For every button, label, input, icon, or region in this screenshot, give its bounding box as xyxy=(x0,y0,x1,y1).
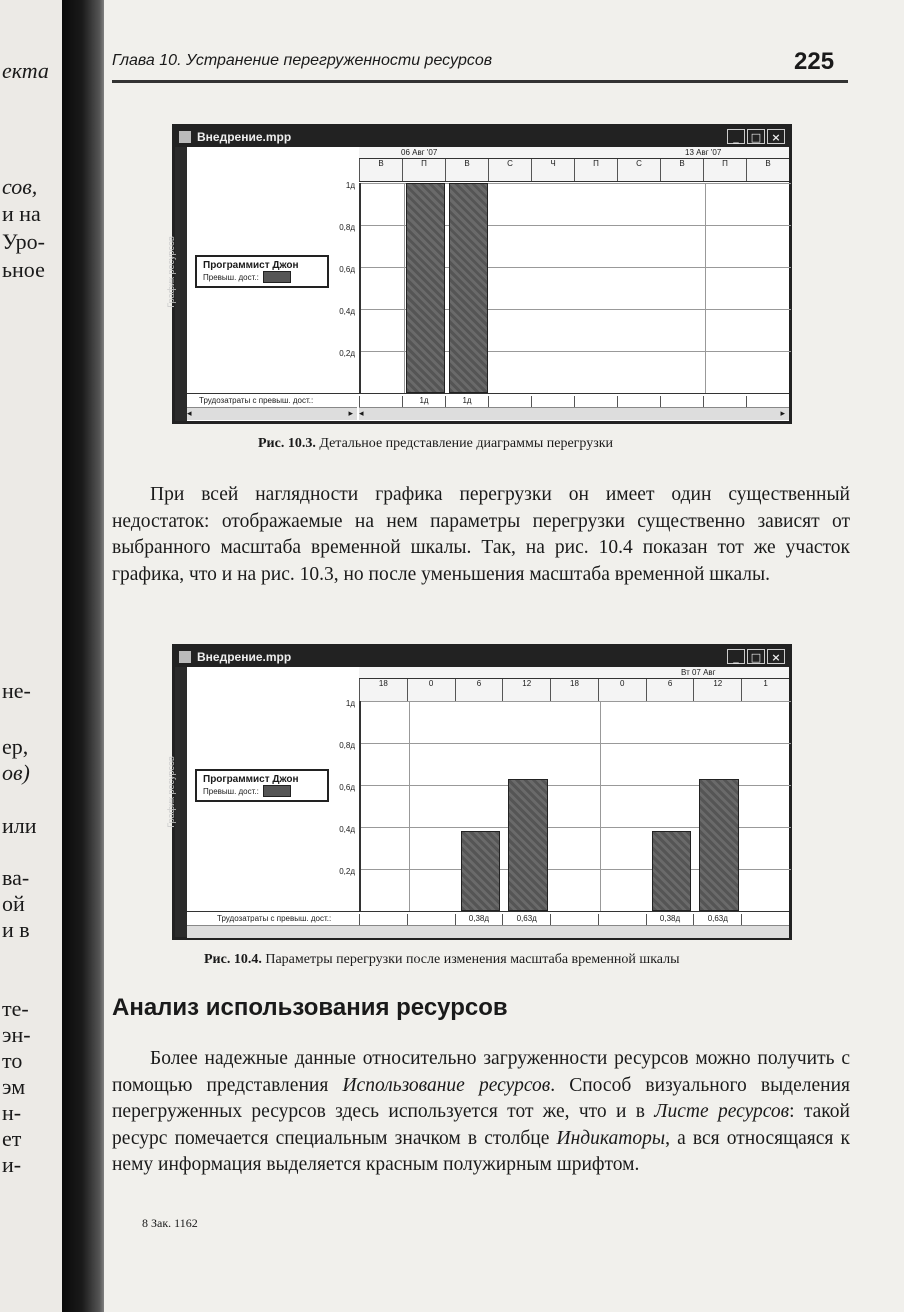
timescale-cell: В xyxy=(660,159,703,181)
caption-number: Рис. 10.4. xyxy=(204,952,262,967)
footer-value: 1д xyxy=(402,396,445,408)
scroll-right-icon[interactable]: ▸ xyxy=(348,409,353,419)
y-tick-label: 1д xyxy=(345,699,355,708)
header-rule xyxy=(112,80,848,83)
prev-line: эм xyxy=(2,1074,26,1099)
grid-line xyxy=(404,183,405,393)
prev-line: и- xyxy=(2,1152,22,1177)
grid-line xyxy=(705,183,706,393)
legend-box xyxy=(195,769,329,802)
window-title: Внедрение.mpp xyxy=(197,650,292,664)
timescale-cell: 18 xyxy=(550,679,598,701)
legend-resource-name: Программист Джон xyxy=(203,260,299,271)
grid-line xyxy=(361,701,791,702)
prev-line: екта xyxy=(2,58,49,83)
timescale-date: 06 Авг '07 xyxy=(401,148,438,157)
close-icon[interactable]: × xyxy=(767,649,785,664)
text-run: : такой ресурс помечается специальным значком в столбце xyxy=(112,1101,850,1149)
side-panel-label: График ресурсов xyxy=(165,236,176,308)
window-title: Внедрение.mpp xyxy=(197,130,292,144)
y-tick-label: 0,8д xyxy=(339,741,355,750)
minimize-icon[interactable]: _ xyxy=(727,649,745,664)
prev-line: ой xyxy=(2,891,25,916)
overallocation-bar xyxy=(461,831,501,911)
timescale-header xyxy=(359,667,789,702)
footer-label: Трудозатраты с превыш. дост.: xyxy=(199,396,314,405)
running-header: Глава 10. Устранение перегруженности ресурсов xyxy=(112,52,493,69)
italic-term: Использование ресурсов xyxy=(342,1074,551,1096)
y-tick-label: 0,4д xyxy=(339,825,355,834)
legend-resource-name: Программист Джон xyxy=(203,774,299,785)
prev-line: не- xyxy=(2,678,31,703)
minimize-icon[interactable]: _ xyxy=(727,129,745,144)
section-heading: Анализ использования ресурсов xyxy=(112,994,508,1021)
figure-caption xyxy=(258,436,613,452)
prev-line: ьное xyxy=(2,257,45,282)
maximize-icon[interactable]: □ xyxy=(747,649,765,664)
prev-line: ет xyxy=(2,1126,22,1151)
timescale-cell: П xyxy=(402,159,445,181)
text-run: , а вся относящаяся к нему информация выделяется красным полужирным шрифтом. xyxy=(112,1127,850,1175)
footer-value: 0,38д xyxy=(455,914,503,926)
timescale-cell: П xyxy=(574,159,617,181)
legend-row xyxy=(203,785,321,797)
timescale-cell: 12 xyxy=(693,679,741,701)
y-tick-label: 0,4д xyxy=(339,307,355,316)
y-tick-label: 0,2д xyxy=(339,349,355,358)
body-paragraph xyxy=(112,1046,850,1179)
prev-line: эн- xyxy=(2,1022,31,1047)
timescale-cell: П xyxy=(703,159,746,181)
timescale-cell: 1 xyxy=(741,679,789,701)
maximize-icon[interactable]: □ xyxy=(747,129,765,144)
horizontal-scrollbar[interactable] xyxy=(187,925,789,938)
italic-term: Индикаторы xyxy=(556,1127,666,1149)
overallocation-bar xyxy=(508,779,548,911)
app-icon xyxy=(179,131,191,143)
footer-row xyxy=(187,393,789,408)
timescale-cell: 6 xyxy=(646,679,694,701)
overallocation-bar xyxy=(652,831,692,911)
caption-text: Детальное представление диаграммы перегрузки xyxy=(319,436,614,451)
legend-row xyxy=(203,271,321,283)
printer-footnote: 8 Зак. 1162 xyxy=(142,1216,198,1230)
y-tick-label: 0,6д xyxy=(339,265,355,274)
prev-line: ер, xyxy=(2,734,29,759)
caption-text: Параметры перегрузки после изменения масштаба временной шкалы xyxy=(265,952,680,967)
prev-line: ва- xyxy=(2,865,30,890)
timescale-cell: В xyxy=(746,159,789,181)
prev-line: то xyxy=(2,1048,23,1073)
footer-value: 1д xyxy=(445,396,488,408)
timescale-cell: 6 xyxy=(455,679,503,701)
overallocation-bar xyxy=(406,183,445,393)
y-tick-label: 0,2д xyxy=(339,867,355,876)
y-tick-label: 1д xyxy=(345,181,355,190)
chart-plot-area xyxy=(359,183,791,393)
legend-row-label: Превыш. дост.: xyxy=(203,272,259,282)
timescale-cell: 18 xyxy=(359,679,407,701)
caption-number: Рис. 10.3. xyxy=(258,436,316,451)
text-run: . Способ визуального выделения перегруженных ресурсов здесь используется тот же, что и в xyxy=(112,1074,850,1122)
footer-values xyxy=(359,912,789,926)
legend-row-label: Превыш. дост.: xyxy=(203,786,259,796)
prev-line: и на xyxy=(2,201,41,226)
y-tick-label: 0,8д xyxy=(339,223,355,232)
window-titlebar xyxy=(175,127,789,147)
side-panel xyxy=(165,147,187,421)
timescale-cell: 0 xyxy=(598,679,646,701)
app-icon xyxy=(179,651,191,663)
page-number: 225 xyxy=(794,48,835,75)
prev-line: сов, xyxy=(2,174,38,199)
legend-box xyxy=(195,255,329,288)
horizontal-scrollbar-right[interactable] xyxy=(359,407,789,420)
previous-page-edge xyxy=(0,0,62,1312)
footer-row xyxy=(187,911,789,926)
prev-line: н- xyxy=(2,1100,22,1125)
timescale-cell: С xyxy=(617,159,660,181)
grid-line xyxy=(361,743,791,744)
legend-swatch xyxy=(263,785,291,797)
timescale-cell: Ч xyxy=(531,159,574,181)
grid-line xyxy=(600,701,601,911)
timescale-date: 13 Авг '07 xyxy=(685,148,722,157)
timescale-cell: В xyxy=(359,159,402,181)
legend-swatch xyxy=(263,271,291,283)
timescale-header xyxy=(359,147,789,182)
footer-label: Трудозатраты с превыш. дост.: xyxy=(217,914,332,923)
window-titlebar xyxy=(175,647,789,667)
timescale-date: Вт 07 Авг xyxy=(681,668,716,677)
close-icon[interactable]: × xyxy=(767,129,785,144)
figure-10-4-window xyxy=(165,644,792,940)
body-paragraph: При всей наглядности графика перегрузки он имеет один существенный недостаток: отображаемые на нем параметры перегрузки существенно зависят от выбранного масштаба временной шкалы. Так, на рис. 10.4 показан тот же участок графика, что и на рис. 10.3, но после уменьшения масштаба временной шкалы. xyxy=(112,484,850,585)
figure-caption xyxy=(204,952,680,968)
timescale-cell: 0 xyxy=(407,679,455,701)
timescale-cell: 12 xyxy=(502,679,550,701)
y-tick-label: 0,6д xyxy=(339,783,355,792)
timescale-days xyxy=(359,158,789,181)
prev-line: или xyxy=(2,813,37,838)
overallocation-bar xyxy=(699,779,739,911)
grid-line xyxy=(409,701,410,911)
footer-value: 0,38д xyxy=(646,914,694,926)
text-run: Более надежные данные относительно загруженности ресурсов можно получить с помощью представления xyxy=(112,1048,850,1096)
footer-values xyxy=(359,394,789,408)
footer-value: 0,63д xyxy=(502,914,550,926)
figure-10-3-window xyxy=(165,124,792,424)
prev-line: Уро- xyxy=(2,229,45,254)
chart-plot-area xyxy=(359,701,791,911)
scroll-right-icon[interactable]: ▸ xyxy=(780,409,785,419)
prev-line: ов) xyxy=(2,760,30,785)
prev-line: и в xyxy=(2,917,30,942)
italic-term: Листе ресурсов xyxy=(654,1101,790,1122)
side-panel xyxy=(165,667,187,937)
prev-line: те- xyxy=(2,996,29,1021)
timescale-cell: В xyxy=(445,159,488,181)
scroll-left-icon[interactable]: ◂ xyxy=(359,409,364,419)
timescale-cell: С xyxy=(488,159,531,181)
overallocation-bar xyxy=(449,183,488,393)
scroll-left-icon[interactable]: ◂ xyxy=(187,409,192,419)
timescale-hours xyxy=(359,678,789,701)
footer-value: 0,63д xyxy=(693,914,741,926)
side-panel-label: График ресурсов xyxy=(165,756,176,828)
horizontal-scrollbar-left[interactable] xyxy=(187,407,357,420)
